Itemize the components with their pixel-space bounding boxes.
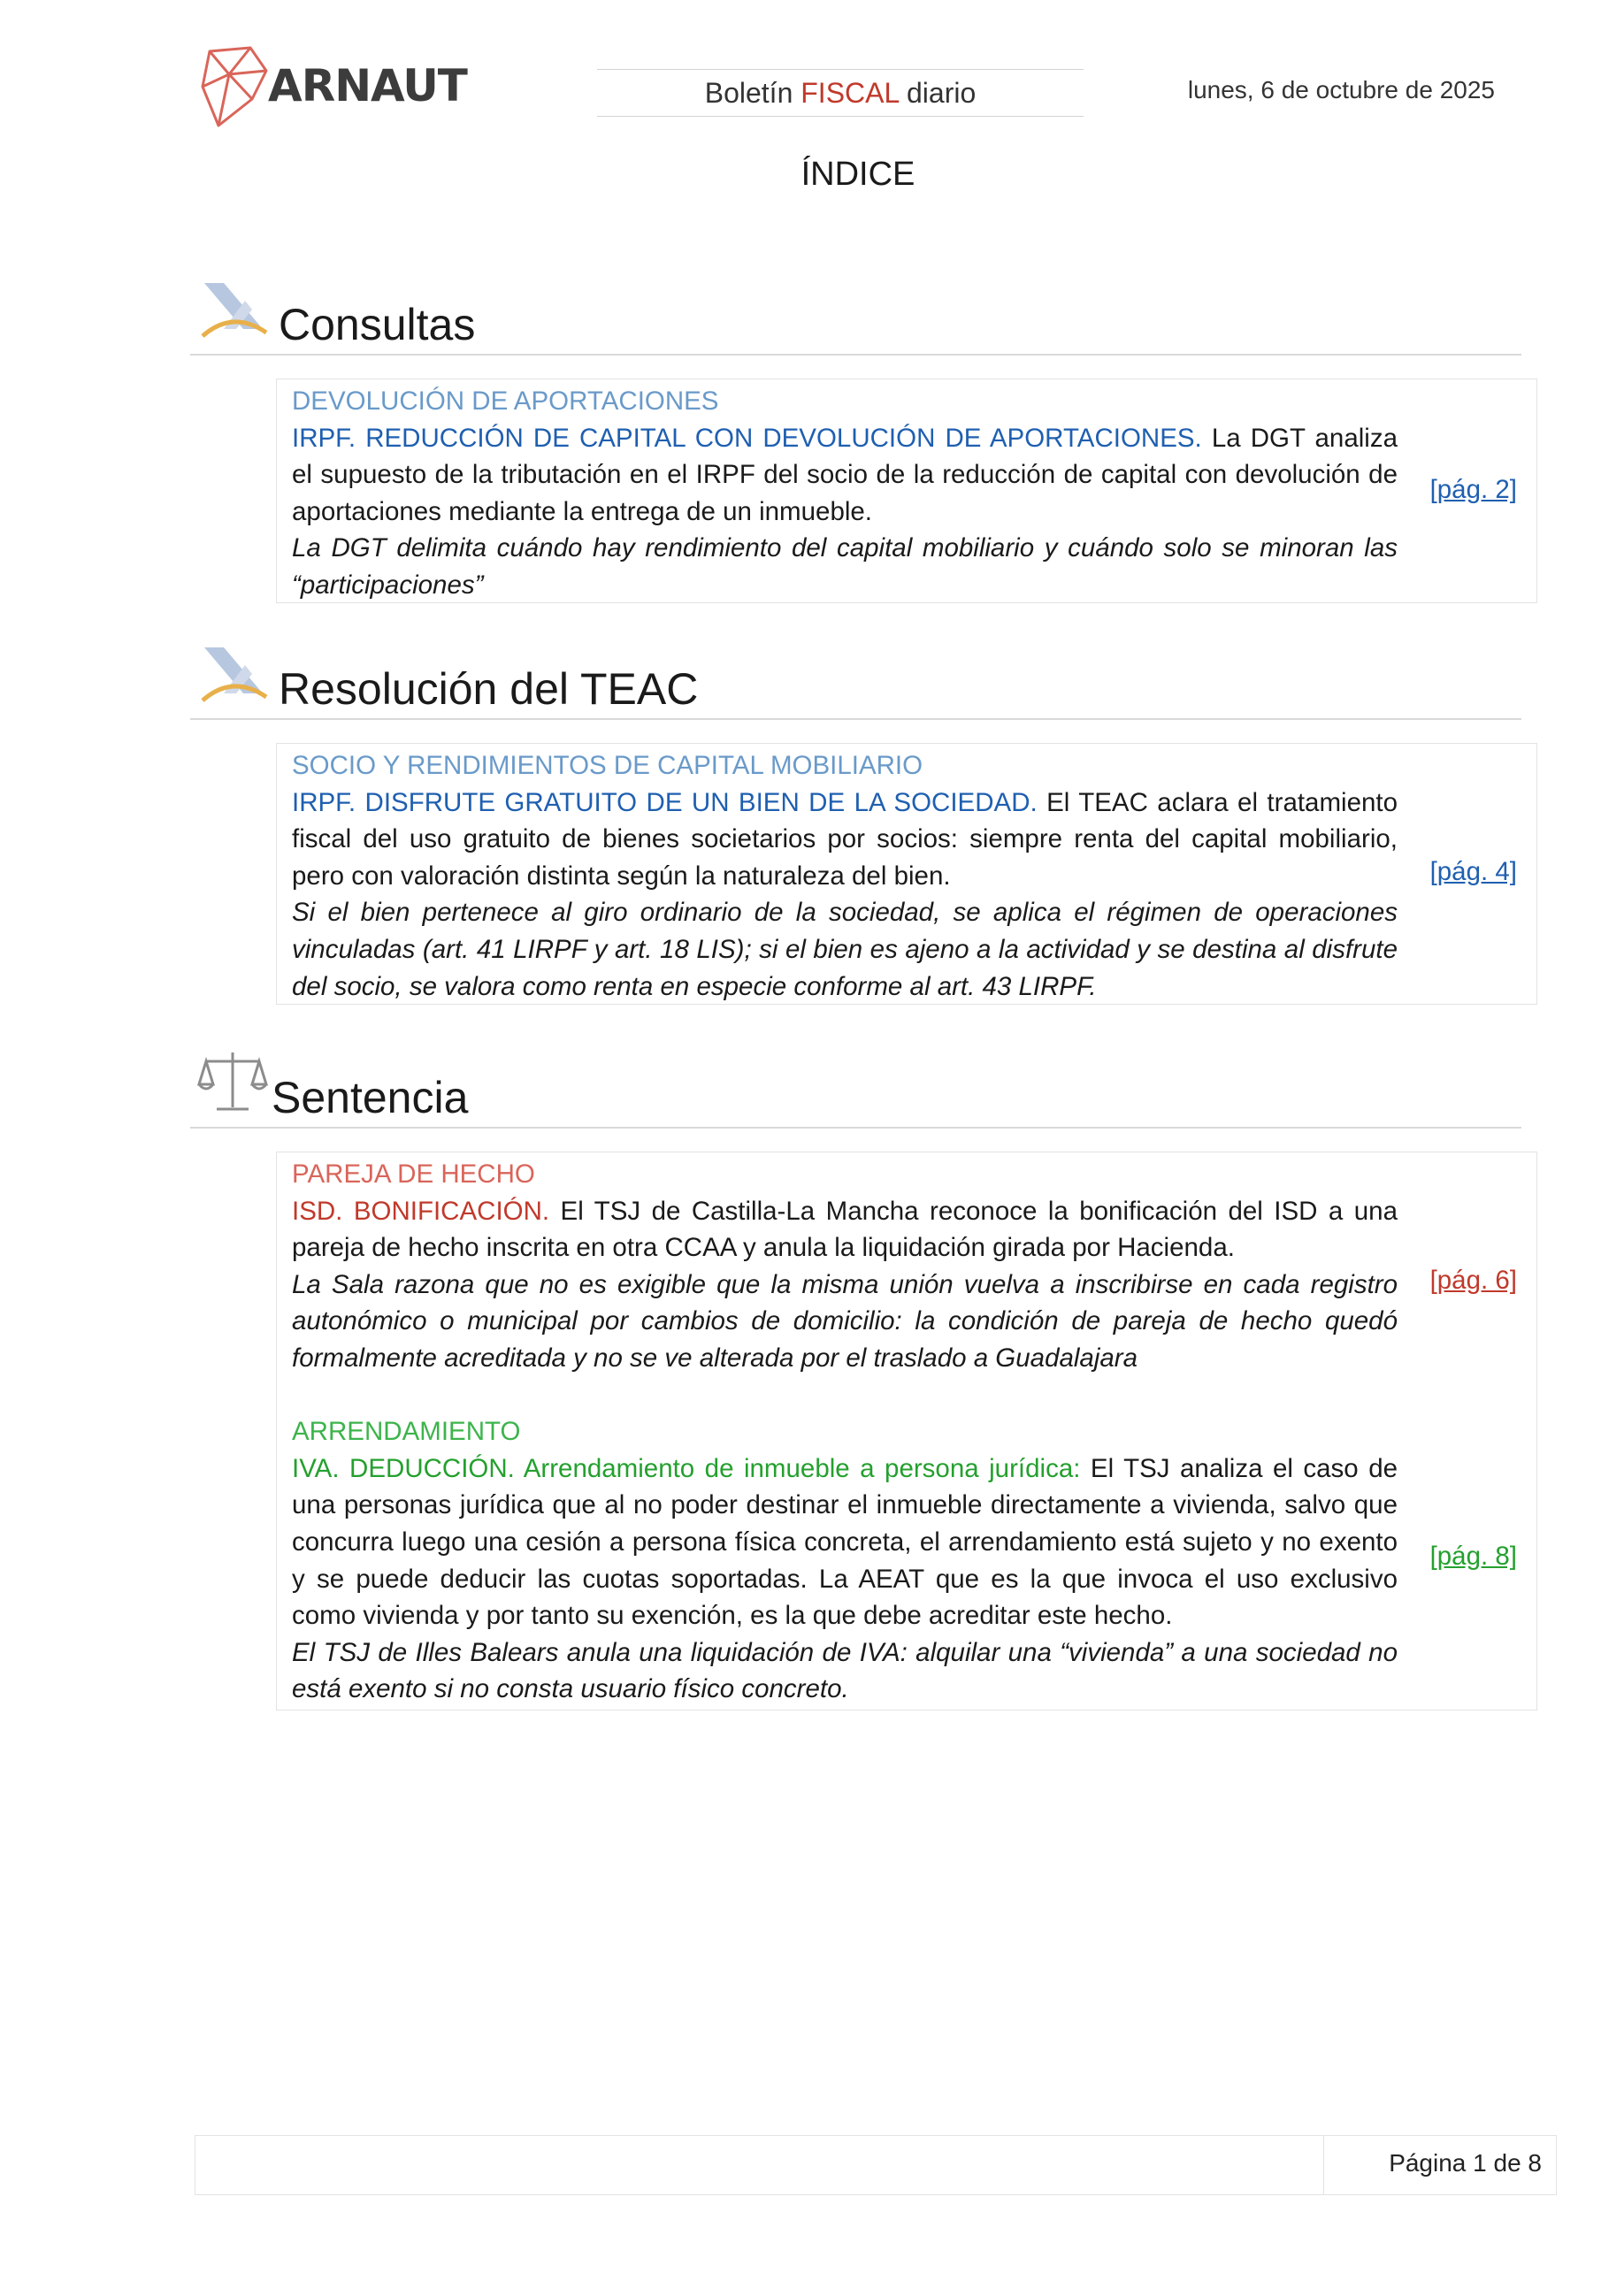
section-header-consultas xyxy=(190,274,1521,356)
entry-category: PAREJA DE HECHO xyxy=(292,1159,535,1189)
entry-summary xyxy=(292,1193,1398,1267)
page-link[interactable]: [pág. 2] xyxy=(1429,475,1517,504)
entry-text xyxy=(292,383,1398,604)
entry-lead: IRPF. REDUCCIÓN DE CAPITAL CON DEVOLUCIÓN DE APORTACIONES. xyxy=(292,423,1202,453)
index-title: ÍNDICE xyxy=(801,156,915,193)
entry-italic-note: La DGT delimita cuándo hay rendimiento del capital mobiliario y cuándo solo se minoran las “participaciones” xyxy=(292,533,1398,600)
entry-body: El TSJ de Castilla-La Mancha reconoce la bonificación del ISD a una pareja de hecho inscrita en otra CCAA y anula la liquidación girada por Hacienda. xyxy=(292,1196,1398,1263)
entry-italic-note: El TSJ de Illes Balears anula una liquidación de IVA: alquilar una “vivienda” a una sociedad no está exento si no consta usuario físico concreto. xyxy=(292,1637,1398,1704)
entry-spacer xyxy=(292,1377,1398,1414)
page-link[interactable]: [pág. 4] xyxy=(1429,857,1517,886)
entry-text xyxy=(292,1156,1398,1708)
entry-summary xyxy=(292,420,1398,531)
bulletin-accent: FISCAL xyxy=(801,77,900,109)
agencia-tributaria-icon xyxy=(197,274,268,345)
page-link[interactable]: [pág. 8] xyxy=(1429,1542,1517,1571)
entry-italic-note: Si el bien pertenece al giro ordinario de la sociedad, se aplica el régimen de operaciones vinculadas (art. 41 LIRPF y art. 18 LIS); si el bien es ajeno a la actividad y se destina al disfrute del socio, se valora como renta en especie conforme al art. 43 LIRPF. xyxy=(292,898,1398,1001)
index-entry xyxy=(276,379,1537,603)
arnaut-logo xyxy=(199,44,467,131)
section-header-teac xyxy=(190,639,1521,720)
entry-summary xyxy=(292,784,1398,895)
brand-name: ARNAUT xyxy=(268,60,467,111)
entry-lead: ISD. BONIFICACIÓN. xyxy=(292,1196,550,1226)
bulletin-title xyxy=(597,69,1084,117)
section-title: Resolución del TEAC xyxy=(279,664,699,714)
entry-category: SOCIO Y RENDIMIENTOS DE CAPITAL MOBILIARIO xyxy=(292,751,923,780)
entry-lead: IVA. DEDUCCIÓN. Arrendamiento de inmueble a persona jurídica: xyxy=(292,1453,1081,1483)
page-footer xyxy=(195,2135,1557,2195)
bulletin-prefix: Boletín xyxy=(704,77,793,109)
entry-body: El TEAC aclara el tratamiento fiscal del uso gratuito de bienes societarios por socios: siempre renta del capital mobiliario, pero con valoración distinta según la naturaleza del bien. xyxy=(292,787,1398,891)
index-entry-group xyxy=(276,1152,1537,1711)
entry-body: La DGT analiza el supuesto de la tributación en el IRPF del socio de la reducción de capital con devolución de aportaciones mediante la entrega de un inmueble. xyxy=(292,423,1398,526)
bulletin-date: lunes, 6 de octubre de 2025 xyxy=(1187,76,1495,103)
index-entry xyxy=(276,743,1537,1005)
page-link[interactable]: [pág. 6] xyxy=(1429,1266,1517,1295)
entry-summary xyxy=(292,1450,1398,1634)
entry-italic-note: La Sala razona que no es exigible que la misma unión vuelva a inscribirse en cada registro autonómico o municipal por cambios de domicilio: la condición de pareja de hecho quedó formalmente acreditada y no se ve alterada por el traslado a Guadalajara xyxy=(292,1269,1398,1373)
entry-body: El TSJ analiza el caso de una personas jurídica que al no poder destinar el inmueble directamente a vivienda, salvo que concurra luego una cesión a persona física concreta, el arrendamiento está sujeto y no exento y se puede deducir las cuotas soportadas. La AEAT que es la que invoca el uso exclusivo como vivienda y por tanto su exención, es la que debe acreditar este hecho. xyxy=(292,1453,1398,1631)
arnaut-logo-mark-icon xyxy=(199,44,270,131)
section-header-sentencia xyxy=(190,1047,1521,1129)
entry-text xyxy=(292,747,1398,1005)
scales-of-justice-icon xyxy=(197,1047,268,1118)
page-number: Página 1 de 8 xyxy=(1389,2149,1542,2177)
bulletin-suffix: diario xyxy=(906,77,977,109)
entry-category: DEVOLUCIÓN DE APORTACIONES xyxy=(292,386,719,416)
section-title: Sentencia xyxy=(272,1073,469,1122)
agencia-tributaria-icon xyxy=(197,639,268,709)
entry-category: ARRENDAMIENTO xyxy=(292,1417,521,1447)
footer-divider xyxy=(1323,2136,1324,2194)
section-title: Consultas xyxy=(279,300,476,349)
entry-lead: IRPF. DISFRUTE GRATUITO DE UN BIEN DE LA SOCIEDAD. xyxy=(292,787,1038,817)
